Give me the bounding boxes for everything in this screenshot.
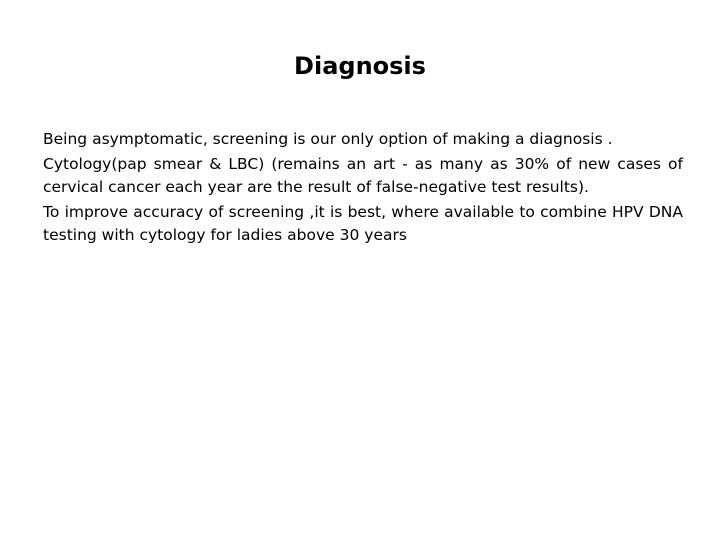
- slide-body: [43, 128, 683, 249]
- body-paragraph-screening: Being asymptomatic, screening is our only option of making a diagnosis .: [43, 130, 613, 148]
- body-paragraph-cytology: Cytology(pap smear & LBC) (remains an art - as many as 30% of new cases of cervical cancer each year are the result of false-negative test results).: [43, 155, 683, 196]
- body-paragraph-hpv-testing: To improve accuracy of screening ,it is best, where available to combine HPV DNA testing with cytology for ladies above 30 years: [43, 203, 683, 244]
- slide-title: Diagnosis: [294, 52, 426, 80]
